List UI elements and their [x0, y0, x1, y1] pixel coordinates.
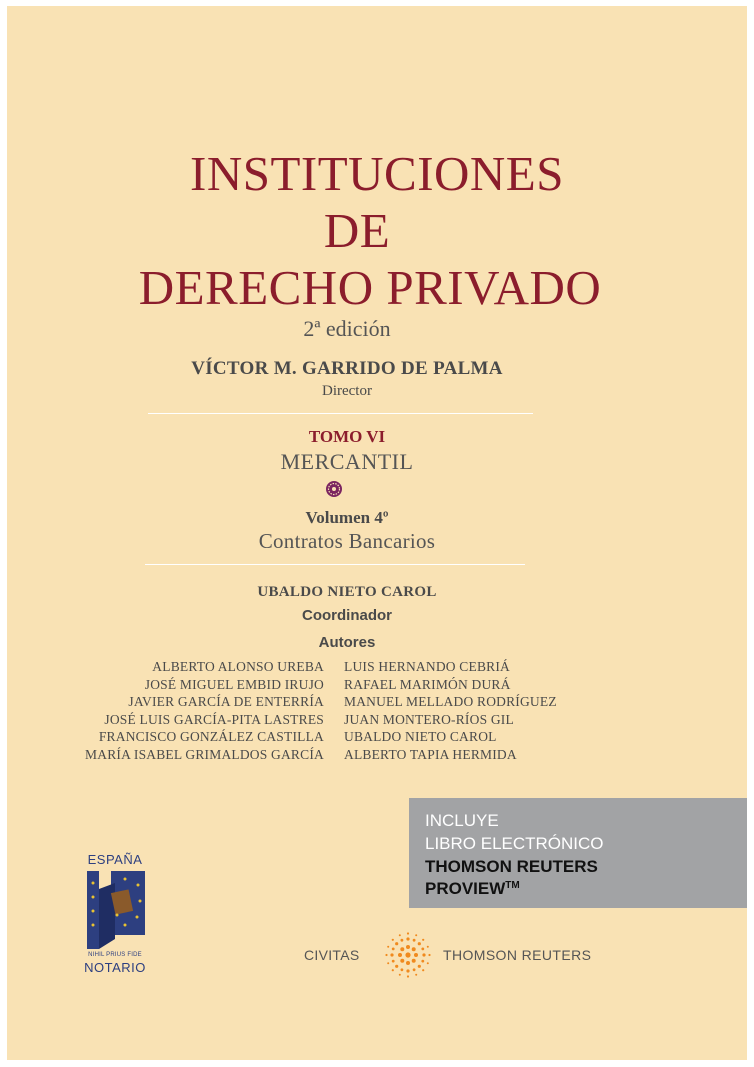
divider-bottom — [145, 564, 525, 565]
volumen-label: Volumen 4º — [305, 508, 389, 527]
authors-heading: Autores — [318, 634, 376, 651]
author-name: ALBERTO ALONSO UREBA — [152, 659, 324, 674]
ebook-line-ebook: LIBRO ELECTRÓNICO — [425, 834, 604, 853]
coordinator-role: Coordinador — [302, 607, 392, 624]
authors-right-column — [344, 658, 557, 764]
materia-label: MERCANTIL — [280, 449, 414, 474]
ornament-icon — [325, 480, 343, 498]
authors-left-column — [85, 658, 324, 764]
ebook-banner — [409, 798, 747, 908]
author-name: JOSÉ MIGUEL EMBID IRUJO — [144, 676, 324, 692]
ebook-line-includes: INCLUYE — [425, 811, 499, 830]
edition-label: 2ª edición — [303, 316, 391, 341]
notary-label: NOTARIO — [84, 960, 146, 975]
divider-top — [148, 413, 533, 414]
trademark-mark: TM — [505, 880, 520, 891]
title-line-2: DE — [323, 203, 391, 258]
ebook-line-proview: PROVIEW™ — [425, 879, 520, 898]
tomo-label: TOMO VI — [308, 427, 386, 446]
author-name: FRANCISCO GONZÁLEZ CASTILLA — [98, 729, 324, 745]
author-name: LUIS HERNANDO CEBRIÁ — [344, 659, 510, 674]
notary-motto: NIHIL PRIUS FIDE — [88, 952, 142, 958]
ebook-line-brand: THOMSON REUTERS — [425, 857, 598, 876]
notary-logo — [79, 852, 151, 982]
author-name: ALBERTO TAPIA HERMIDA — [344, 746, 517, 762]
author-name: JOSÉ LUIS GARCÍA-PITA LASTRES — [104, 711, 324, 727]
title-line-3: DERECHO PRIVADO — [138, 260, 602, 315]
author-name: UBALDO NIETO CAROL — [344, 729, 497, 745]
title-line-1: INSTITUCIONES — [190, 146, 564, 201]
author-name: JUAN MONTERO-RÍOS GIL — [344, 711, 514, 727]
thomson-reuters-logo-icon — [384, 931, 432, 979]
director-role: Director — [322, 383, 372, 399]
publisher-civitas: CIVITAS — [304, 947, 360, 963]
author-name: JAVIER GARCÍA DE ENTERRÍA — [128, 694, 324, 710]
subtema-label: Contratos Bancarios — [258, 529, 436, 553]
publisher-thomson-reuters: THOMSON REUTERS — [443, 947, 592, 963]
author-name: RAFAEL MARIMÓN DURÁ — [344, 676, 511, 692]
coordinator-name: UBALDO NIETO CAROL — [257, 584, 437, 600]
notary-country: ESPAÑA — [87, 852, 143, 867]
author-name: MANUEL MELLADO RODRÍGUEZ — [344, 694, 557, 710]
notary-emblem-icon — [85, 869, 147, 951]
author-name: MARÍA ISABEL GRIMALDOS GARCÍA — [85, 746, 324, 762]
book-cover — [7, 6, 747, 1060]
director-name: VÍCTOR M. GARRIDO DE PALMA — [191, 358, 503, 379]
